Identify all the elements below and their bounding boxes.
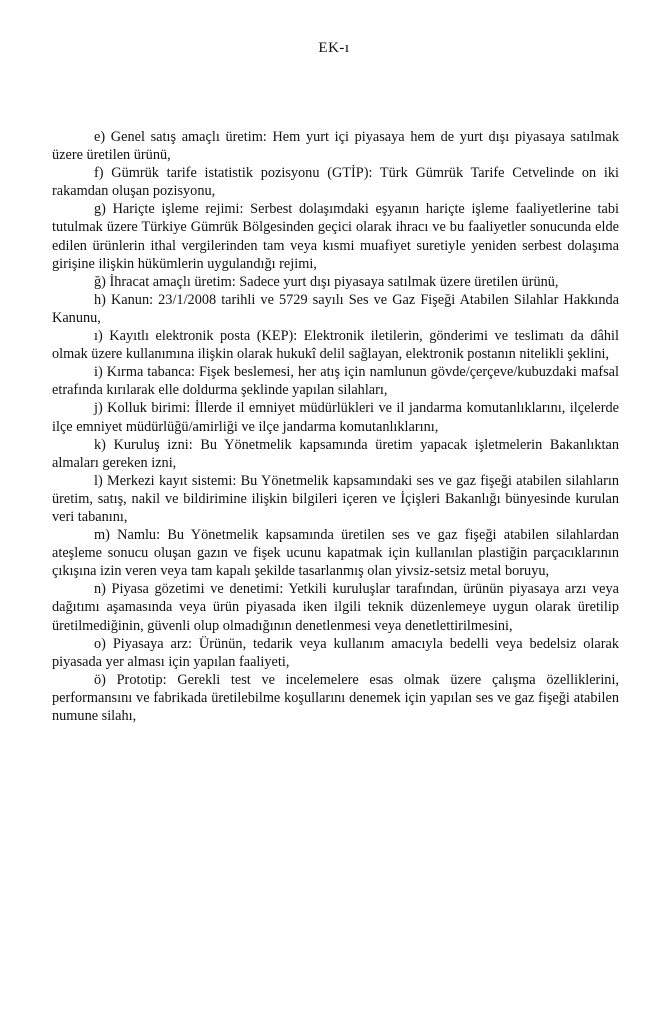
definitions-list	[52, 128, 619, 725]
definition-f: f) Gümrük tarife istatistik pozisyonu (GTİP): Türk Gümrük Tarife Cetvelinde on iki rakamdan oluşan pozisyonu,	[52, 165, 619, 200]
definition-m: m) Namlu: Bu Yönetmelik kapsamında üretilen ses ve gaz fişeği atabilen silahlardan ateşleme sonucu oluşan gazın ve fişek ucunu kapatmak için kullanılan plastiğin parçacıklarının çıkışına izin veren veya tam kapalı şekilde tasarlanmış olan yivsiz-setsiz metal boruyu,	[52, 527, 619, 580]
definition-dotless-i: ı) Kayıtlı elektronik posta (KEP): Elektronik iletilerin, gönderimi ve teslimatı da dâhil olmak üzere kullanımına ilişkin olarak hukukî delil sağlayan, elektronik postanın nitelikli şeklini,	[52, 328, 619, 363]
definition-gg: ğ) İhracat amaçlı üretim: Sadece yurt dışı piyasaya satılmak üzere üretilen ürünü,	[94, 273, 559, 290]
definition-k: k) Kuruluş izni: Bu Yönetmelik kapsamında üretim yapacak işletmelerin Bakanlıktan almaları gereken izni,	[52, 436, 619, 471]
definition-l: l) Merkezi kayıt sistemi: Bu Yönetmelik kapsamındaki ses ve gaz fişeği atabilen silahların üretim, satış, nakil ve bildirimine ilişkin bilgileri içeren ve İçişleri Bakanlığı bünyesinde kurulan veri tabanını,	[52, 472, 619, 525]
definition-oo: ö) Prototip: Gerekli test ve incelemelere esas olmak üzere çalışma özelliklerini, performansını ve fabrikada üretilebilme koşullarını denemek için yapılan ses ve gaz fişeği atabilen numune silahı,	[52, 671, 619, 724]
definition-j: j) Kolluk birimi: İllerde il emniyet müdürlükleri ve il jandarma komutanlıklarını, ilçelerde ilçe emniyet müdürlüğü/amirliği ve ilçe jandarma komutanlıklarını,	[52, 400, 619, 435]
annex-title: EK-ı	[318, 40, 350, 56]
definition-h: h) Kanun: 23/1/2008 tarihli ve 5729 sayılı Ses ve Gaz Fişeği Atabilen Silahlar Hakkında Kanunu,	[52, 291, 619, 326]
definition-n: n) Piyasa gözetimi ve denetimi: Yetkili kuruluşlar tarafından, ürünün piyasaya arzı veya dağıtımı aşamasında veya ürün piyasada iken ilgili teknik düzenlemeye uygun olarak üretilip üretilmediğinin, güvenli olup olmadığının denetlenmesi veya denetlettirilmesini,	[52, 581, 619, 634]
definition-e: e) Genel satış amaçlı üretim: Hem yurt içi piyasaya hem de yurt dışı piyasaya satılmak üzere üretilen ürünü,	[52, 129, 619, 164]
definition-o: o) Piyasaya arz: Ürünün, tedarik veya kullanım amacıyla bedelli veya bedelsiz olarak piyasada yer alması için yapılan faaliyeti,	[52, 635, 619, 670]
definition-i: i) Kırma tabanca: Fişek beslemesi, her atış için namlunun gövde/çerçeve/kubuzdaki mafsal etrafında kırılarak elle doldurma şeklinde yapılan silahları,	[52, 364, 619, 399]
definition-g: g) Hariçte işleme rejimi: Serbest dolaşımdaki eşyanın hariçte işleme faaliyetlerine tabi tutulmak üzere Türkiye Gümrük Bölgesinden geçici olarak ihracı ve bu faaliyetler sonucunda elde edilen ürünlerin ithal vergilerinden tam veya kısmi muafiyet suretiyle yeniden serbest dolaşıma girişine ilişkin hükümlerin uygulandığı rejimi,	[52, 201, 619, 272]
